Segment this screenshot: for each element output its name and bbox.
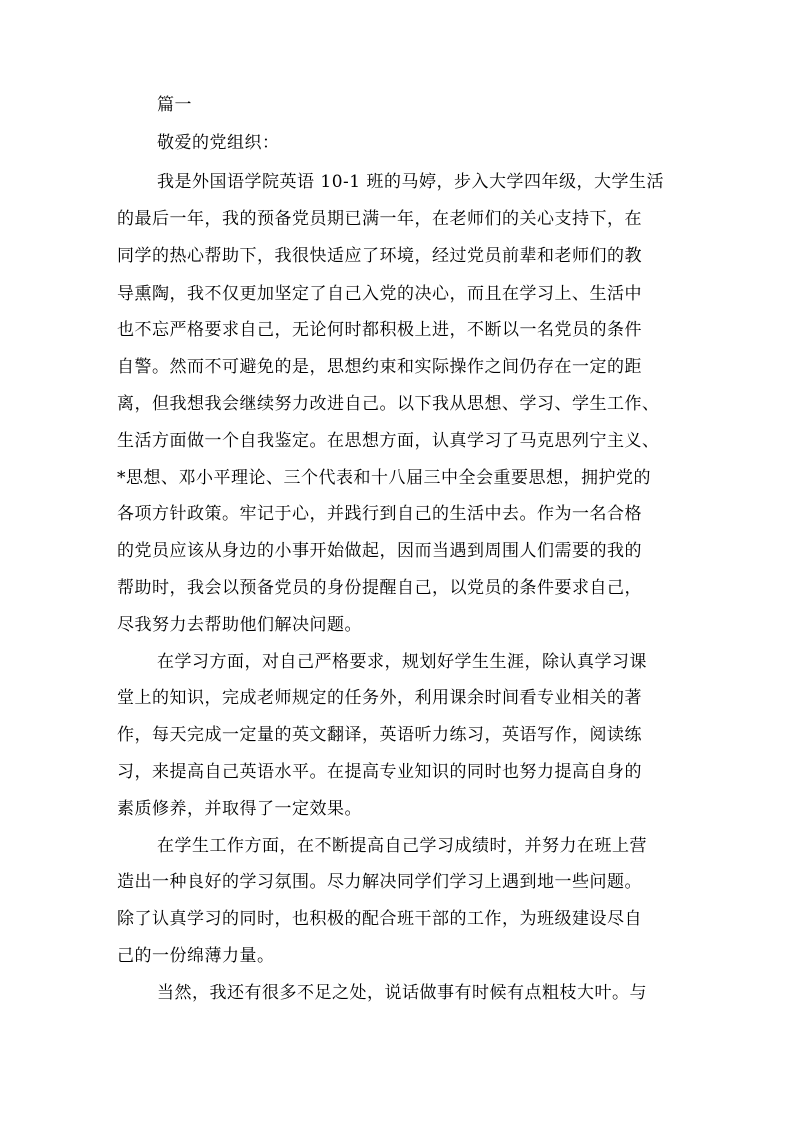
paragraph-1-line-9: *思想、邓小平理论、三个代表和十八届三中全会重要思想，拥护党的 — [117, 468, 651, 488]
paragraph-1-line-7: 离，但我想我会继续努力改进自己。以下我从思想、学习、学生工作、 — [117, 394, 660, 414]
paragraph-4-line-1: 当然，我还有很多不足之处，说话做事有时候有点粗枝大叶。与 — [157, 983, 647, 1003]
paragraph-3-line-4: 己的一份绵薄力量。 — [117, 946, 275, 966]
paragraph-3-line-3: 除了认真学习的同时，也积极的配合班干部的工作，为班级建设尽自 — [117, 909, 642, 929]
paragraph-1-line-8: 生活方面做一个自我鉴定。在思想方面，认真学习了马克思列宁主义、 — [117, 431, 660, 451]
paragraph-1-line-5: 也不忘严格要求自己，无论何时都积极上进，不断以一名党员的条件 — [117, 320, 642, 340]
paragraph-1-line-10: 各项方针政策。牢记于心，并践行到自己的生活中去。作为一名合格 — [117, 504, 642, 524]
paragraph-1-line-1: 我是外国语学院英语 10-1 班的马婷，步入大学四年级，大学生活 — [157, 172, 664, 192]
paragraph-1-line-3: 同学的热心帮助下，我很快适应了环境，经过党员前辈和老师们的教 — [117, 246, 642, 266]
paragraph-1-line-6: 自警。然而不可避免的是，思想约束和实际操作之间仍存在一定的距 — [117, 357, 642, 377]
section-title: 篇一 — [157, 95, 192, 115]
paragraph-2-line-5: 素质修养，并取得了一定效果。 — [117, 799, 362, 819]
paragraph-2-line-2: 堂上的知识，完成老师规定的任务外，利用课余时间看专业相关的著 — [117, 688, 642, 708]
paragraph-2-line-3: 作，每天完成一定量的英文翻译，英语听力练习，英语写作，阅读练 — [117, 725, 642, 745]
paragraph-2-line-1: 在学习方面，对自己严格要求，规划好学生生涯，除认真学习课 — [157, 652, 647, 672]
paragraph-1-line-2: 的最后一年，我的预备党员期已满一年，在老师们的关心支持下，在 — [117, 209, 642, 229]
paragraph-2-line-4: 习，来提高自己英语水平。在提高专业知识的同时也努力提高自身的 — [117, 762, 642, 782]
paragraph-1-line-4: 导熏陶，我不仅更加坚定了自己入党的决心，而且在学习上、生活中 — [117, 284, 642, 304]
salutation: 敬爱的党组织： — [157, 133, 280, 153]
paragraph-1-line-13: 尽我努力去帮助他们解决问题。 — [117, 615, 362, 635]
paragraph-3-line-2: 造出一种良好的学习氛围。尽力解决同学们学习上遇到地一些问题。 — [117, 872, 642, 892]
paragraph-3-line-1: 在学生工作方面，在不断提高自己学习成绩时，并努力在班上营 — [157, 836, 647, 856]
paragraph-1-line-11: 的党员应该从身边的小事开始做起，因而当遇到周围人们需要的我的 — [117, 541, 642, 561]
paragraph-1-line-12: 帮助时，我会以预备党员的身份提醒自己，以党员的条件要求自己， — [117, 578, 642, 598]
